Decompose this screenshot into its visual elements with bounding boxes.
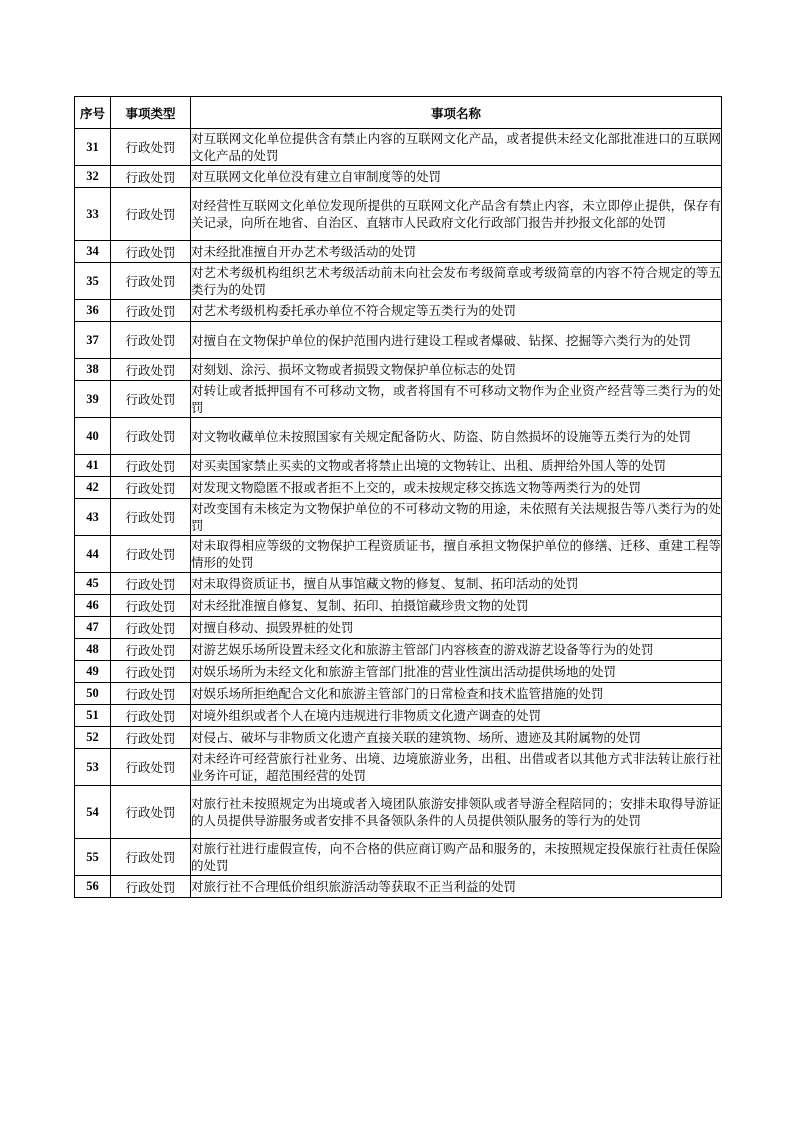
row-number: 50 <box>75 683 111 705</box>
row-number: 54 <box>75 786 111 839</box>
table-row <box>75 241 722 263</box>
header-no: 序号 <box>75 97 111 129</box>
table-row <box>75 683 722 705</box>
row-type: 行政处罚 <box>111 786 191 839</box>
row-name: 对文物收藏单位未按照国家有关规定配备防火、防盗、防自然损坏的设施等五类行为的处罚 <box>191 418 722 455</box>
row-type: 行政处罚 <box>111 876 191 898</box>
row-type: 行政处罚 <box>111 639 191 661</box>
header-type: 事项类型 <box>111 97 191 129</box>
row-name: 对娱乐场所为未经文化和旅游主管部门批准的营业性演出活动提供场地的处罚 <box>191 661 722 683</box>
row-type: 行政处罚 <box>111 683 191 705</box>
row-name: 对未经批准擅自开办艺术考级活动的处罚 <box>191 241 722 263</box>
row-number: 47 <box>75 617 111 639</box>
row-type: 行政处罚 <box>111 661 191 683</box>
row-type: 行政处罚 <box>111 455 191 477</box>
row-name: 对转让或者抵押国有不可移动文物，或者将国有不可移动文物作为企业资产经营等三类行为的处罚 <box>191 381 722 418</box>
row-name: 对境外组织或者个人在境内违规进行非物质文化遗产调查的处罚 <box>191 705 722 727</box>
row-number: 44 <box>75 536 111 573</box>
row-name: 对未经批准擅自修复、复制、拓印、拍摄馆藏珍贵文物的处罚 <box>191 595 722 617</box>
row-name: 对改变国有未核定为文物保护单位的不可移动文物的用途，未依照有关法规报告等八类行为的处罚 <box>191 499 722 536</box>
table-row <box>75 166 722 188</box>
table-row <box>75 705 722 727</box>
table-row <box>75 876 722 898</box>
row-number: 35 <box>75 263 111 300</box>
table-row <box>75 749 722 786</box>
row-number: 43 <box>75 499 111 536</box>
row-name: 对买卖国家禁止买卖的文物或者将禁止出境的文物转让、出租、质押给外国人等的处罚 <box>191 455 722 477</box>
row-name: 对旅行社未按照规定为出境或者入境团队旅游安排领队或者导游全程陪同的；安排未取得导游证的人员提供导游服务或者安排不具备领队条件的人员提供领队服务的等行为的处罚 <box>191 786 722 839</box>
table-row <box>75 499 722 536</box>
table-row <box>75 595 722 617</box>
row-number: 32 <box>75 166 111 188</box>
row-type: 行政处罚 <box>111 263 191 300</box>
table-row <box>75 839 722 876</box>
row-type: 行政处罚 <box>111 166 191 188</box>
row-type: 行政处罚 <box>111 381 191 418</box>
row-number: 31 <box>75 129 111 166</box>
table-row <box>75 661 722 683</box>
items-table <box>74 96 722 898</box>
row-name: 对互联网文化单位提供含有禁止内容的互联网文化产品，或者提供未经文化部批准进口的互联网文化产品的处罚 <box>191 129 722 166</box>
row-number: 51 <box>75 705 111 727</box>
row-number: 48 <box>75 639 111 661</box>
table-row <box>75 129 722 166</box>
table-row <box>75 617 722 639</box>
row-number: 36 <box>75 300 111 322</box>
row-name: 对旅行社进行虚假宣传，向不合格的供应商订购产品和服务的，未按照规定投保旅行社责任保险的处罚 <box>191 839 722 876</box>
row-type: 行政处罚 <box>111 477 191 499</box>
row-number: 42 <box>75 477 111 499</box>
row-name: 对艺术考级机构组织艺术考级活动前未向社会发布考级简章或考级简章的内容不符合规定的等五类行为的处罚 <box>191 263 722 300</box>
row-type: 行政处罚 <box>111 727 191 749</box>
row-number: 39 <box>75 381 111 418</box>
row-number: 52 <box>75 727 111 749</box>
table-row <box>75 263 722 300</box>
table-row <box>75 786 722 839</box>
row-type: 行政处罚 <box>111 617 191 639</box>
table-row <box>75 322 722 359</box>
row-name: 对娱乐场所拒绝配合文化和旅游主管部门的日常检查和技术监管措施的处罚 <box>191 683 722 705</box>
row-name: 对擅自移动、损毁界桩的处罚 <box>191 617 722 639</box>
row-name: 对侵占、破坏与非物质文化遗产直接关联的建筑物、场所、遗迹及其附属物的处罚 <box>191 727 722 749</box>
row-number: 45 <box>75 573 111 595</box>
row-number: 55 <box>75 839 111 876</box>
table-row <box>75 381 722 418</box>
row-type: 行政处罚 <box>111 241 191 263</box>
table-header-row <box>75 97 722 129</box>
row-number: 53 <box>75 749 111 786</box>
row-name: 对经营性互联网文化单位发现所提供的互联网文化产品含有禁止内容，未立即停止提供，保存有关记录，向所在地省、自治区、直辖市人民政府文化行政部门报告并抄报文化部的处罚 <box>191 188 722 241</box>
row-number: 33 <box>75 188 111 241</box>
row-name: 对游艺娱乐场所设置未经文化和旅游主管部门内容核查的游戏游艺设备等行为的处罚 <box>191 639 722 661</box>
row-type: 行政处罚 <box>111 129 191 166</box>
row-number: 37 <box>75 322 111 359</box>
row-name: 对发现文物隐匿不报或者拒不上交的，或未按规定移交拣选文物等两类行为的处罚 <box>191 477 722 499</box>
table-row <box>75 418 722 455</box>
table-row <box>75 455 722 477</box>
row-number: 56 <box>75 876 111 898</box>
row-type: 行政处罚 <box>111 418 191 455</box>
row-name: 对未取得相应等级的文物保护工程资质证书，擅自承担文物保护单位的修缮、迁移、重建工程等情形的处罚 <box>191 536 722 573</box>
row-type: 行政处罚 <box>111 188 191 241</box>
table-row <box>75 359 722 381</box>
row-name: 对艺术考级机构委托承办单位不符合规定等五类行为的处罚 <box>191 300 722 322</box>
row-type: 行政处罚 <box>111 300 191 322</box>
row-number: 40 <box>75 418 111 455</box>
row-name: 对未经许可经营旅行社业务、出境、边境旅游业务，出租、出借或者以其他方式非法转让旅行社业务许可证，超范围经营的处罚 <box>191 749 722 786</box>
row-type: 行政处罚 <box>111 839 191 876</box>
header-name: 事项名称 <box>191 97 722 129</box>
table-row <box>75 300 722 322</box>
table-row <box>75 573 722 595</box>
row-number: 49 <box>75 661 111 683</box>
row-type: 行政处罚 <box>111 322 191 359</box>
row-name: 对未取得资质证书，擅自从事馆藏文物的修复、复制、拓印活动的处罚 <box>191 573 722 595</box>
table-row <box>75 727 722 749</box>
row-number: 34 <box>75 241 111 263</box>
table-row <box>75 639 722 661</box>
row-name: 对互联网文化单位没有建立自审制度等的处罚 <box>191 166 722 188</box>
row-type: 行政处罚 <box>111 359 191 381</box>
table-row <box>75 188 722 241</box>
row-type: 行政处罚 <box>111 595 191 617</box>
row-name: 对刻划、涂污、损坏文物或者损毁文物保护单位标志的处罚 <box>191 359 722 381</box>
row-type: 行政处罚 <box>111 536 191 573</box>
row-type: 行政处罚 <box>111 499 191 536</box>
table-row <box>75 536 722 573</box>
row-type: 行政处罚 <box>111 573 191 595</box>
row-number: 46 <box>75 595 111 617</box>
row-number: 41 <box>75 455 111 477</box>
row-name: 对擅自在文物保护单位的保护范围内进行建设工程或者爆破、钻探、挖掘等六类行为的处罚 <box>191 322 722 359</box>
row-type: 行政处罚 <box>111 749 191 786</box>
row-number: 38 <box>75 359 111 381</box>
table-row <box>75 477 722 499</box>
row-type: 行政处罚 <box>111 705 191 727</box>
row-name: 对旅行社不合理低价组织旅游活动等获取不正当利益的处罚 <box>191 876 722 898</box>
